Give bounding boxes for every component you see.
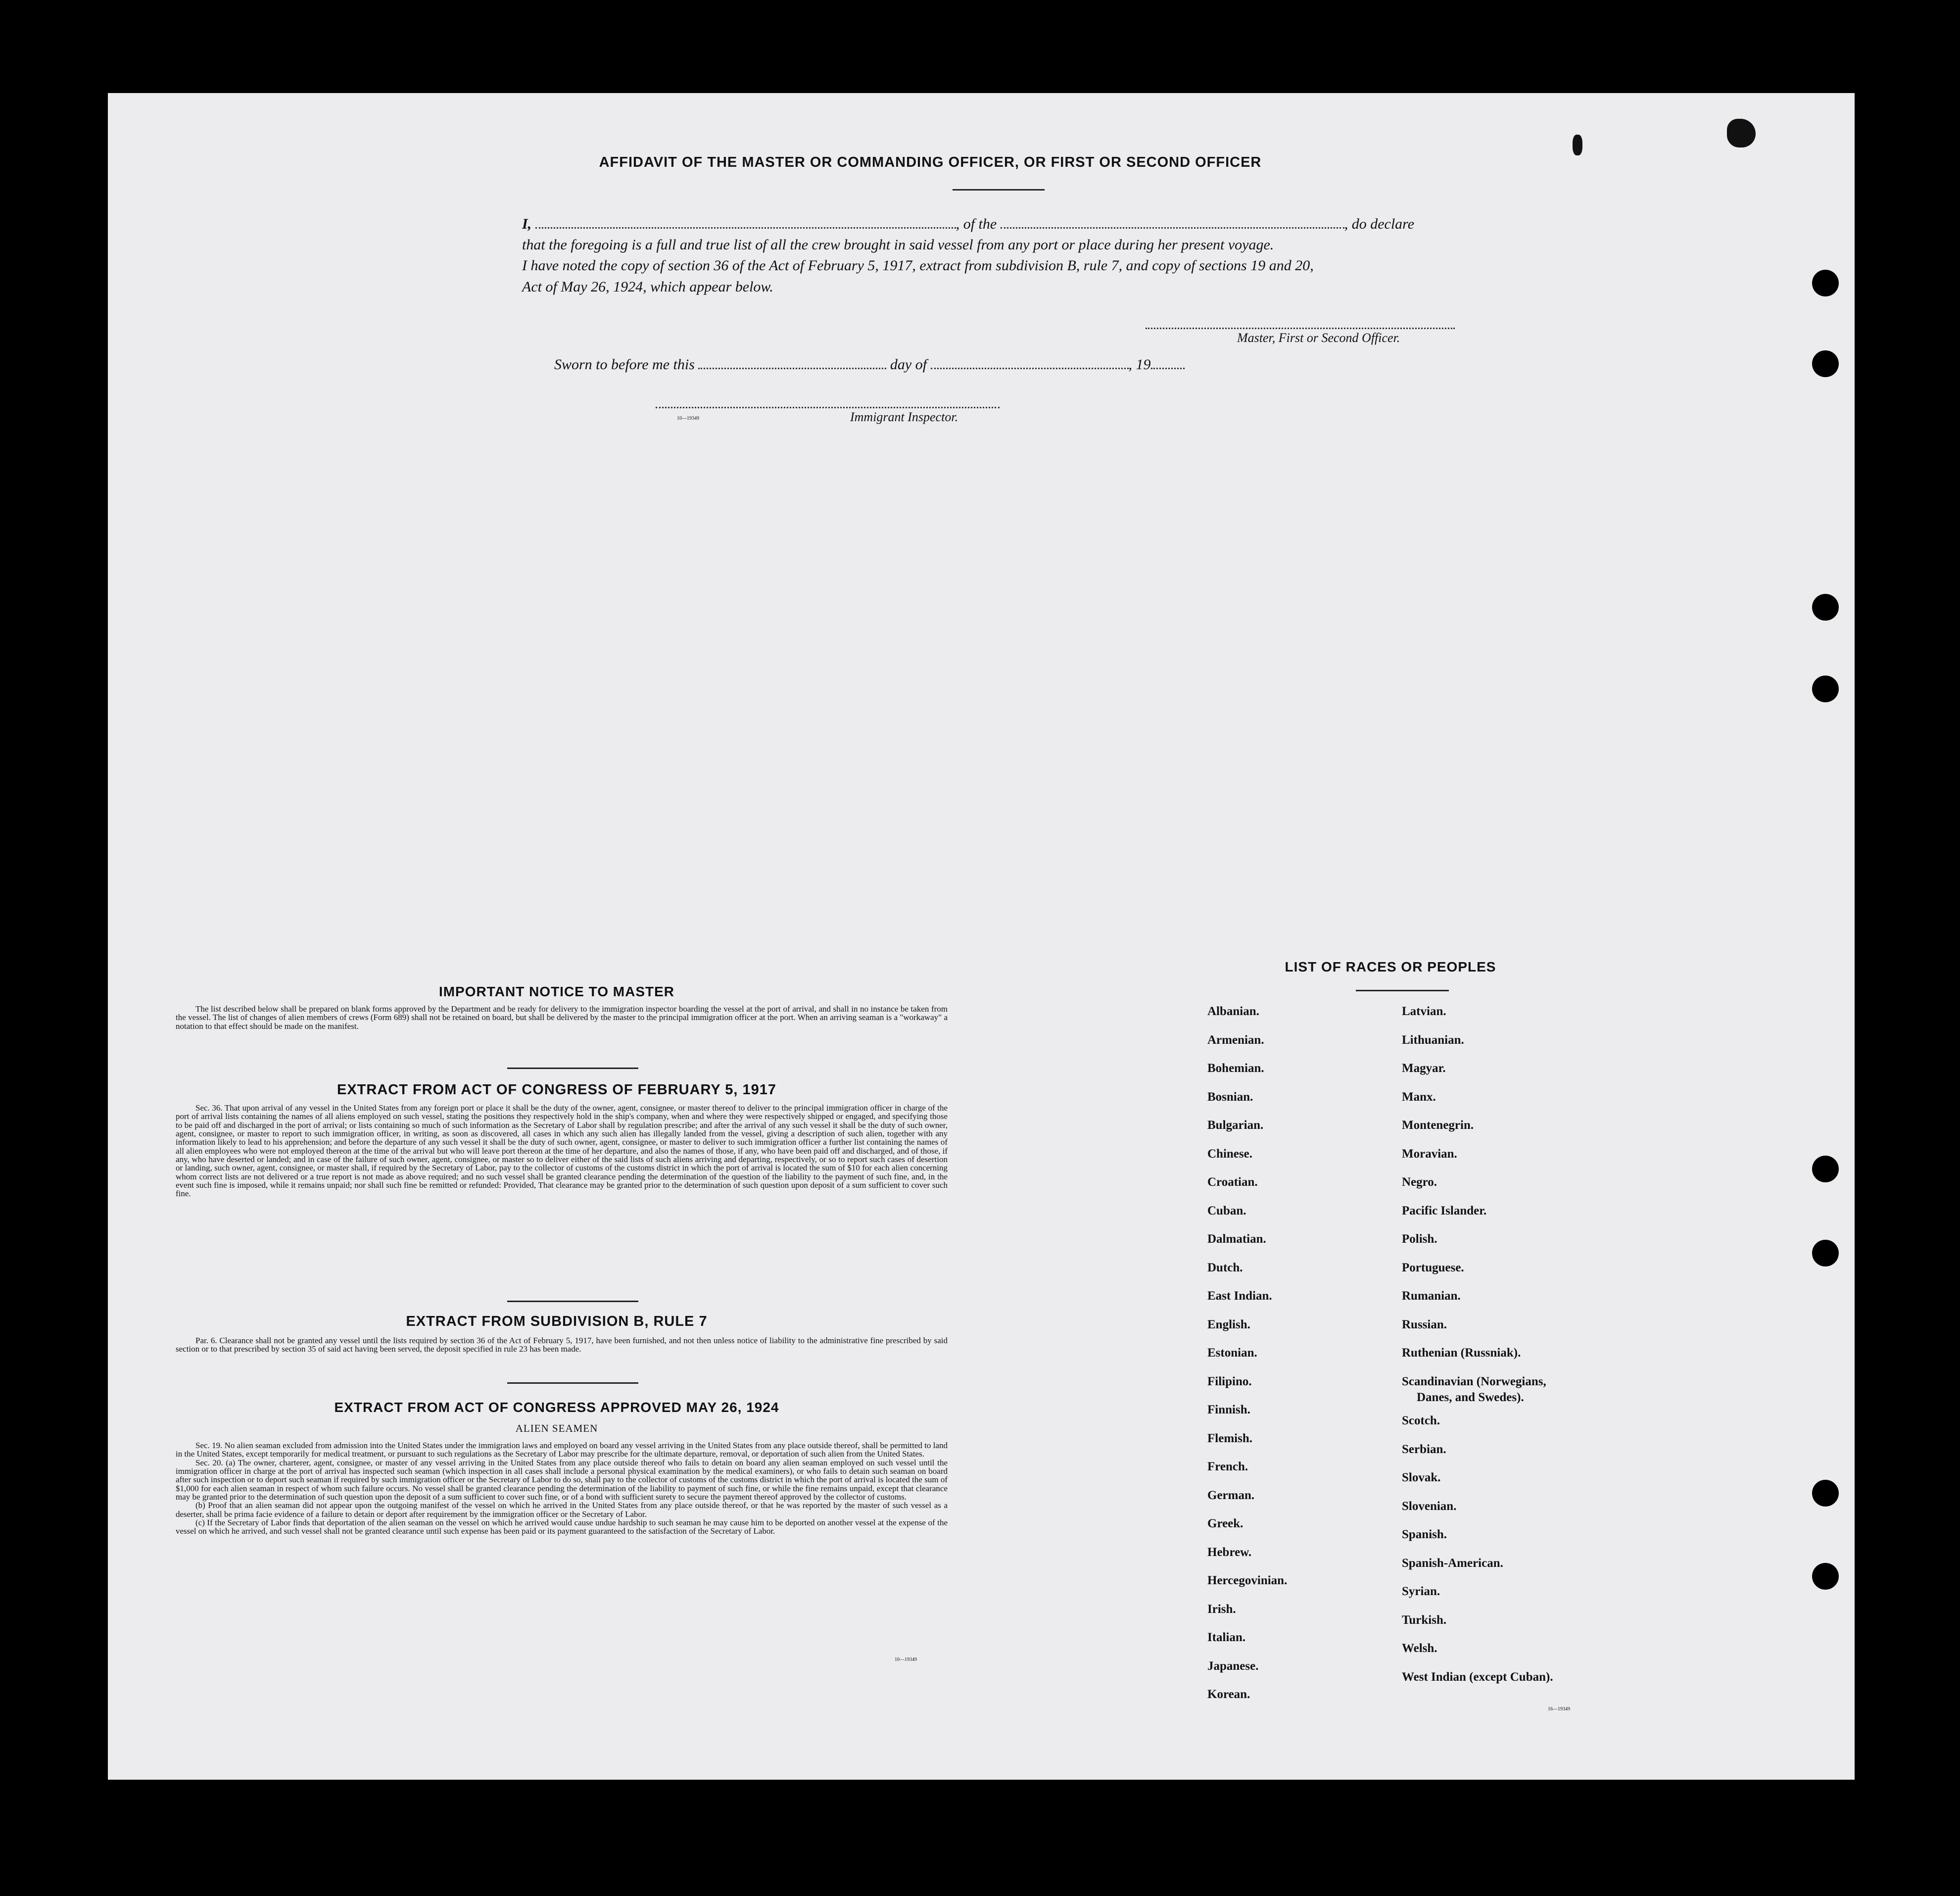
vessel-blank[interactable] xyxy=(1001,226,1344,229)
binder-hole xyxy=(1812,1480,1839,1507)
race-item: Slovak. xyxy=(1402,1471,1441,1484)
sec-20c-paragraph: (c) If the Secretary of Labor finds that deportation of the alien seaman on the vessel on which he arrived would cause undue hardship to such seaman he may cause him to be deported on another vessel at the expense of the vessel on which he arrived, and such vessel shall not be granted clearance until such expense has been paid or its payment guaranteed to the satisfaction of the Secretary of Labor. xyxy=(176,1517,948,1536)
race-item: Hebrew. xyxy=(1207,1545,1252,1559)
master-caption: Master, First or Second Officer. xyxy=(1237,331,1400,345)
race-item: Scotch. xyxy=(1402,1414,1440,1427)
race-item: Greek. xyxy=(1207,1517,1243,1530)
races-form-number: 16—19349 xyxy=(1548,1706,1570,1712)
race-item: Syrian. xyxy=(1402,1585,1440,1598)
notice-paragraph: The list described below shall be prepared on blank forms approved by the Department and be ready for delivery to the immigration inspector boarding the vessel at the port of arrival, and shall in no instance be taken from the vessel. The list of changes of alien members of crews (Form 689) shall not be retained on board, but shall be delivered by the master to the principal immigration officer at the port. When an arriving seaman is a "workaway" a notation to that effect should be made on the manifest. xyxy=(176,1004,948,1031)
extract-1917-text xyxy=(176,1104,948,1198)
race-item: Pacific Islander. xyxy=(1402,1204,1487,1217)
race-item: Estonian. xyxy=(1207,1346,1257,1360)
binder-hole xyxy=(1812,350,1839,377)
race-item: Rumanian. xyxy=(1402,1289,1461,1303)
sworn-label: Sworn to before me this xyxy=(554,356,695,373)
binder-hole xyxy=(1812,1240,1839,1266)
sec-20a-paragraph: Sec. 20. (a) The owner, charterer, agent, consignee, or master of any vessel arriving in the United States from any place outside thereof who fails to detain on board any alien seaman employed on such vessel until the immigration officer in charge at the port of arrival has inspected such seaman (which inspection in all cases shall include a personal physical examination by the medical examiners), or who fails to detain such seaman on board after such inspection or to deport such seaman if required by such immigration officer or the Secretary of Labor to do so, shall pay to the collector of customs of the customs district in which the port of arrival is located the sum of $1,000 for each alien seaman in respect of whom such failure occurs. No vessel shall be granted clearance pending the determination of the liability to payment of such fine, or while the fine remains unpaid, except that clearance may be granted prior to the determination of such question upon the deposit of a sum sufficient to cover such fine, or of a bond with sufficient surety to secure the payment thereof approved by the collector of customs. xyxy=(176,1458,948,1502)
race-item: Chinese. xyxy=(1207,1147,1252,1161)
race-item: Flemish. xyxy=(1207,1431,1252,1445)
race-item: English. xyxy=(1207,1317,1250,1331)
race-item: Welsh. xyxy=(1402,1642,1437,1655)
race-item: Dalmatian. xyxy=(1207,1232,1266,1246)
race-item: Bulgarian. xyxy=(1207,1118,1264,1132)
ink-mark xyxy=(1573,135,1582,155)
do-declare-label: , do declare xyxy=(1344,216,1415,232)
races-rule xyxy=(1356,990,1449,991)
sworn-day-blank[interactable] xyxy=(698,367,886,369)
race-item: Manx. xyxy=(1402,1090,1436,1104)
race-item: Polish. xyxy=(1402,1232,1437,1246)
sworn-year-blank[interactable] xyxy=(1151,367,1185,369)
subdivision-title: EXTRACT FROM SUBDIVISION B, RULE 7 xyxy=(406,1313,708,1329)
race-item: Filipino. xyxy=(1207,1374,1252,1388)
binder-hole xyxy=(1812,676,1839,702)
race-item: Cuban. xyxy=(1207,1204,1246,1217)
sec-20b-paragraph: (b) Proof that an alien seaman did not appear upon the outgoing manifest of the vessel on which he arrived in the United States from any place outside thereof, or that he was reported by the master of such vessel as a deserter, shall be prima facie evidence of a failure to detain or deport after requirement by the immigration officer or the Secretary of Labor. xyxy=(176,1501,948,1519)
notice-text xyxy=(176,1005,948,1030)
race-item: Italian. xyxy=(1207,1631,1246,1644)
race-item: Negro. xyxy=(1402,1175,1437,1189)
affidavit-line-2: that the foregoing is a full and true list of all the crew brought in said vessel from any port or place during her present voyage. xyxy=(522,237,1274,253)
affidavit-line-3: I have noted the copy of section 36 of the Act of February 5, 1917, extract from subdivision B, rule 7, and copy of sections 19 and 20, xyxy=(522,257,1314,274)
alien-seamen-subtitle: ALIEN SEAMEN xyxy=(515,1422,598,1434)
of-the-label: , of the xyxy=(956,216,997,232)
name-blank[interactable] xyxy=(535,226,956,229)
race-item: Korean. xyxy=(1207,1688,1250,1701)
race-item: Bohemian. xyxy=(1207,1062,1264,1075)
binder-hole xyxy=(1812,1156,1839,1182)
race-item: Russian. xyxy=(1402,1317,1447,1331)
affidavit-title: AFFIDAVIT OF THE MASTER OR COMMANDING OFFICER, OR FIRST OR SECOND OFFICER xyxy=(599,154,1262,170)
master-signature-line[interactable] xyxy=(1146,328,1455,329)
binder-hole xyxy=(1812,270,1839,296)
race-item: Armenian. xyxy=(1207,1033,1264,1047)
par-6-paragraph: Par. 6. Clearance shall not be granted any vessel until the lists required by section 36 of the Act of February 5, 1917, have been furnished, and not then unless notice of liability to the administrative fine prescribed by said section or to that prescribed by section 35 of said act having been served, the deposit specified in rule 23 has been made. xyxy=(176,1336,948,1354)
extract-1917-rule xyxy=(507,1301,638,1302)
extract-1924-form-number: 10—19349 xyxy=(895,1657,917,1662)
race-item: Spanish. xyxy=(1402,1528,1447,1541)
extract-1924-text xyxy=(176,1441,948,1536)
race-item: Slovenian. xyxy=(1402,1499,1457,1513)
notice-rule xyxy=(507,1068,638,1069)
race-item: Hercegovinian. xyxy=(1207,1574,1288,1587)
race-item: Finnish. xyxy=(1207,1403,1250,1416)
race-item: Latvian. xyxy=(1402,1005,1446,1018)
race-item: Serbian. xyxy=(1402,1442,1446,1456)
inspector-signature-line[interactable] xyxy=(656,407,1000,408)
affidavit-line-1 xyxy=(522,216,1414,233)
day-of-label: day of xyxy=(890,356,927,373)
race-item: Montenegrin. xyxy=(1402,1118,1474,1132)
race-item: Danes, and Swedes). xyxy=(1417,1390,1524,1404)
subdivision-rule xyxy=(507,1382,638,1384)
race-item: Japanese. xyxy=(1207,1659,1259,1673)
race-item: Spanish-American. xyxy=(1402,1556,1503,1570)
extract-1917-title: EXTRACT FROM ACT OF CONGRESS OF FEBRUARY 5, 1917 xyxy=(336,1082,777,1098)
race-item: East Indian. xyxy=(1207,1289,1272,1303)
i-label: I, xyxy=(522,216,532,232)
extract-1924-title: EXTRACT FROM ACT OF CONGRESS APPROVED MAY 26, 1924 xyxy=(334,1400,779,1415)
race-item: Moravian. xyxy=(1402,1147,1457,1161)
race-item: French. xyxy=(1207,1460,1248,1473)
binder-hole xyxy=(1812,594,1839,621)
race-item: Irish. xyxy=(1207,1602,1236,1616)
race-item: Scandinavian (Norwegians, xyxy=(1402,1374,1546,1388)
sec-19-paragraph: Sec. 19. No alien seaman excluded from admission into the United States under the immigration laws and employed on board any vessel arriving in the United States from any place outside thereof, shall be permitted to land in the United States, except temporarily for medical treatment, or pursuant to such regulations as the Secretary of Labor may prescribe for the ultimate departure, removal, or deportation of such alien from the United States. xyxy=(176,1441,948,1459)
ink-mark xyxy=(1727,119,1756,147)
race-item: Croatian. xyxy=(1207,1175,1258,1189)
race-item: Ruthenian (Russniak). xyxy=(1402,1346,1521,1360)
sworn-line xyxy=(554,356,1185,373)
race-item: Albanian. xyxy=(1207,1005,1259,1018)
race-item: Bosnian. xyxy=(1207,1090,1253,1104)
subdivision-text xyxy=(176,1336,948,1354)
inspector-caption: Immigrant Inspector. xyxy=(850,410,958,424)
race-item: Magyar. xyxy=(1402,1062,1446,1075)
sworn-month-blank[interactable] xyxy=(931,367,1129,369)
race-item: Turkish. xyxy=(1402,1613,1447,1627)
affidavit-title-rule xyxy=(953,189,1045,191)
race-item: West Indian (except Cuban). xyxy=(1402,1670,1553,1684)
affidavit-line-4: Act of May 26, 1924, which appear below. xyxy=(522,279,773,295)
race-item: German. xyxy=(1207,1488,1255,1502)
binder-hole xyxy=(1812,1563,1839,1590)
sec-36-paragraph: Sec. 36. That upon arrival of any vessel in the United States from any foreign port or place it shall be the duty of the owner, agent, consignee, or master thereof to deliver to the principal immigration officer in charge of the port of arrival lists containing the names of all aliens employed on such vessel, stating the positions they respectively hold in the ship's company, when and where they were respectively shipped or engaged, and specifying those to be paid off and discharged in the port of arrival; or lists containing so much of such information as the Secretary of Labor shall by regulation prescribe; and after the arrival of any such vessel it shall be the duty of such owner, agent, consignee, or master to report to such immigration officer, in writing, as soon as discovered, all cases in which any such alien has illegally landed from the vessel, giving a description of such alien, together with any information likely to lead to his apprehension; and before the departure of any such vessel it shall be the duty of such owner, agent, consignee, or master to deliver to such immigration officer a further list containing the names of all alien employees who were not employed thereon at the time of the arrival but who will leave port thereon at the time of her departure, and also the names of those, if any, who have been paid off and discharged, and of those, if any, who have deserted or landed; and in case of the failure of such owner, agent, consignee, or master so to deliver either of the said lists of such aliens arriving and departing, respectively, or so to report such cases of desertion or landing, such owner, agent, consignee, or master shall, if required by the Secretary of Labor, pay to the collector of customs of the customs district in which the port of arrival is located the sum of $10 for each alien concerning whom correct lists are not delivered or a true report is not made as above required; and no such vessel shall be granted clearance pending the determination of the question of the liability to the payment of such fine, and, in the event such fine is imposed, while it remains unpaid; nor shall such fine be remitted or refunded: Provided, That clearance may be granted prior to the determination of such question upon deposit of a sum sufficient to cover such fine. xyxy=(176,1103,948,1199)
affidavit-form-number: 10—19349 xyxy=(677,416,699,421)
nineteen-label: , 19 xyxy=(1128,356,1151,373)
races-title: LIST OF RACES OR PEOPLES xyxy=(1285,959,1496,974)
notice-title: IMPORTANT NOTICE TO MASTER xyxy=(438,984,675,999)
race-item: Portuguese. xyxy=(1402,1261,1464,1274)
race-item: Lithuanian. xyxy=(1402,1033,1464,1047)
race-item: Dutch. xyxy=(1207,1261,1243,1274)
